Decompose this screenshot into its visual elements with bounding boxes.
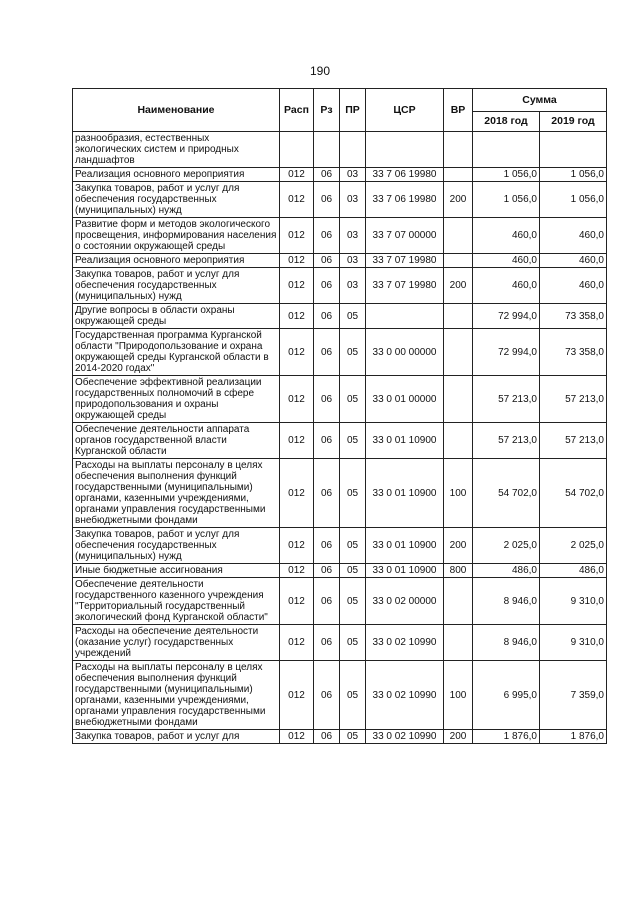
- header-2018: 2018 год: [473, 112, 540, 132]
- cell-name: Обеспечение деятельности аппарата органов государственной власти Курганской области: [73, 423, 280, 459]
- cell-2019: 2 025,0: [540, 528, 607, 564]
- cell-rz: 06: [314, 254, 340, 268]
- table-row: [73, 376, 607, 423]
- cell-2018: 8 946,0: [473, 625, 540, 661]
- cell-2018: 460,0: [473, 254, 540, 268]
- cell-rasp: 012: [280, 376, 314, 423]
- cell-rz: 06: [314, 218, 340, 254]
- cell-csr: 33 0 01 00000: [366, 376, 444, 423]
- cell-pr: 05: [340, 376, 366, 423]
- cell-csr: 33 0 01 10900: [366, 564, 444, 578]
- cell-2018: 72 994,0: [473, 304, 540, 329]
- cell-vr: 200: [444, 730, 473, 744]
- cell-vr: 800: [444, 564, 473, 578]
- cell-vr: [444, 132, 473, 168]
- cell-rasp: 012: [280, 578, 314, 625]
- cell-pr: [340, 132, 366, 168]
- cell-2019: 460,0: [540, 218, 607, 254]
- cell-2018: 1 876,0: [473, 730, 540, 744]
- table-row: [73, 168, 607, 182]
- cell-csr: [366, 304, 444, 329]
- cell-rasp: 012: [280, 268, 314, 304]
- cell-2019: 73 358,0: [540, 304, 607, 329]
- cell-rasp: 012: [280, 218, 314, 254]
- header-vr: ВР: [444, 89, 473, 132]
- table-row: [73, 329, 607, 376]
- cell-name: Расходы на выплаты персоналу в целях обеспечения выполнения функций государственными (муниципальными) органами, казенными учреждениями, органами управления государственными внебюджетными фондами: [73, 459, 280, 528]
- cell-2019: 1 876,0: [540, 730, 607, 744]
- header-pr: ПР: [340, 89, 366, 132]
- cell-name: Иные бюджетные ассигнования: [73, 564, 280, 578]
- cell-2019: 7 359,0: [540, 661, 607, 730]
- cell-rasp: 012: [280, 254, 314, 268]
- cell-name: разнообразия, естественных экологических систем и природных ландшафтов: [73, 132, 280, 168]
- table-row: [73, 661, 607, 730]
- cell-csr: 33 7 07 00000: [366, 218, 444, 254]
- cell-rasp: 012: [280, 182, 314, 218]
- cell-name: Закупка товаров, работ и услуг для обеспечения государственных (муниципальных) нужд: [73, 268, 280, 304]
- table-row: [73, 218, 607, 254]
- cell-2018: [473, 132, 540, 168]
- table-row: [73, 268, 607, 304]
- cell-pr: 05: [340, 304, 366, 329]
- cell-csr: 33 7 06 19980: [366, 168, 444, 182]
- cell-rz: 06: [314, 182, 340, 218]
- cell-name: Реализация основного мероприятия: [73, 254, 280, 268]
- cell-pr: 03: [340, 268, 366, 304]
- cell-pr: 03: [340, 182, 366, 218]
- cell-2018: 460,0: [473, 218, 540, 254]
- cell-rasp: 012: [280, 168, 314, 182]
- cell-rasp: 012: [280, 304, 314, 329]
- cell-rz: 06: [314, 578, 340, 625]
- cell-rasp: 012: [280, 528, 314, 564]
- table-row: [73, 254, 607, 268]
- cell-rasp: 012: [280, 459, 314, 528]
- cell-vr: [444, 218, 473, 254]
- cell-rasp: 012: [280, 661, 314, 730]
- cell-pr: 03: [340, 168, 366, 182]
- cell-2019: 460,0: [540, 254, 607, 268]
- cell-vr: [444, 304, 473, 329]
- cell-rasp: [280, 132, 314, 168]
- cell-rz: 06: [314, 661, 340, 730]
- cell-name: Расходы на выплаты персоналу в целях обеспечения выполнения функций государственными (муниципальными) органами, казенными учреждениями, органами управления государственными внебюджетными фондами: [73, 661, 280, 730]
- cell-name: Реализация основного мероприятия: [73, 168, 280, 182]
- table-row: [73, 528, 607, 564]
- cell-csr: 33 7 07 19980: [366, 254, 444, 268]
- cell-2018: 57 213,0: [473, 423, 540, 459]
- cell-vr: 200: [444, 268, 473, 304]
- cell-2018: 72 994,0: [473, 329, 540, 376]
- cell-rasp: 012: [280, 329, 314, 376]
- cell-name: Развитие форм и методов экологического просвещения, информирования населения о состоянии окружающей среды: [73, 218, 280, 254]
- table-row: [73, 730, 607, 744]
- cell-rz: 06: [314, 459, 340, 528]
- table-row: [73, 578, 607, 625]
- cell-rz: 06: [314, 376, 340, 423]
- cell-name: Закупка товаров, работ и услуг для обеспечения государственных (муниципальных) нужд: [73, 182, 280, 218]
- cell-vr: [444, 625, 473, 661]
- cell-rz: 06: [314, 329, 340, 376]
- cell-pr: 05: [340, 329, 366, 376]
- cell-csr: 33 0 00 00000: [366, 329, 444, 376]
- cell-csr: 33 0 01 10900: [366, 459, 444, 528]
- cell-2019: 54 702,0: [540, 459, 607, 528]
- cell-csr: 33 0 01 10900: [366, 423, 444, 459]
- cell-vr: [444, 254, 473, 268]
- cell-2018: 8 946,0: [473, 578, 540, 625]
- cell-vr: [444, 329, 473, 376]
- cell-pr: 05: [340, 564, 366, 578]
- cell-rz: 06: [314, 528, 340, 564]
- cell-pr: 05: [340, 423, 366, 459]
- cell-pr: 05: [340, 459, 366, 528]
- cell-csr: 33 0 02 10990: [366, 730, 444, 744]
- cell-name: Закупка товаров, работ и услуг для обеспечения государственных (муниципальных) нужд: [73, 528, 280, 564]
- cell-name: Расходы на обеспечение деятельности (оказание услуг) государственных учреждений: [73, 625, 280, 661]
- cell-rz: 06: [314, 625, 340, 661]
- cell-2019: 1 056,0: [540, 182, 607, 218]
- table-row: [73, 459, 607, 528]
- cell-csr: 33 7 07 19980: [366, 268, 444, 304]
- cell-2018: 6 995,0: [473, 661, 540, 730]
- table-row: [73, 132, 607, 168]
- cell-name: Обеспечение деятельности государственного казенного учреждения "Территориальный государственный экологический фонд Курганской области": [73, 578, 280, 625]
- table-row: [73, 182, 607, 218]
- table-row: [73, 304, 607, 329]
- table-row: [73, 625, 607, 661]
- cell-name: Другие вопросы в области охраны окружающей среды: [73, 304, 280, 329]
- cell-2019: 1 056,0: [540, 168, 607, 182]
- cell-rz: 06: [314, 423, 340, 459]
- cell-rz: 06: [314, 304, 340, 329]
- cell-2019: 9 310,0: [540, 625, 607, 661]
- cell-pr: 03: [340, 254, 366, 268]
- cell-2019: [540, 132, 607, 168]
- cell-rasp: 012: [280, 564, 314, 578]
- cell-vr: [444, 376, 473, 423]
- cell-2018: 2 025,0: [473, 528, 540, 564]
- header-name: Наименование: [73, 89, 280, 132]
- cell-rz: 06: [314, 564, 340, 578]
- budget-table: [72, 88, 607, 744]
- cell-rasp: 012: [280, 730, 314, 744]
- cell-rz: 06: [314, 730, 340, 744]
- cell-rasp: 012: [280, 625, 314, 661]
- cell-2019: 460,0: [540, 268, 607, 304]
- table-header: [73, 89, 607, 132]
- cell-vr: [444, 578, 473, 625]
- cell-2018: 1 056,0: [473, 182, 540, 218]
- table-body: [73, 132, 607, 744]
- cell-pr: 03: [340, 218, 366, 254]
- cell-vr: [444, 168, 473, 182]
- header-sum: Сумма: [473, 89, 607, 112]
- cell-2019: 57 213,0: [540, 423, 607, 459]
- cell-2018: 57 213,0: [473, 376, 540, 423]
- cell-vr: 100: [444, 459, 473, 528]
- cell-2018: 486,0: [473, 564, 540, 578]
- header-rasp: Расп: [280, 89, 314, 132]
- header-2019: 2019 год: [540, 112, 607, 132]
- cell-name: Государственная программа Курганской области "Природопользование и охрана окружающей среды Курганской области в 2014-2020 годах": [73, 329, 280, 376]
- cell-pr: 05: [340, 625, 366, 661]
- cell-pr: 05: [340, 528, 366, 564]
- cell-rasp: 012: [280, 423, 314, 459]
- header-csr: ЦСР: [366, 89, 444, 132]
- table-row: [73, 564, 607, 578]
- cell-2019: 9 310,0: [540, 578, 607, 625]
- cell-rz: [314, 132, 340, 168]
- cell-vr: 200: [444, 182, 473, 218]
- cell-csr: 33 0 02 10990: [366, 625, 444, 661]
- cell-2019: 73 358,0: [540, 329, 607, 376]
- cell-pr: 05: [340, 661, 366, 730]
- cell-name: Обеспечение эффективной реализации государственных полномочий в сфере природопользования и охраны окружающей среды: [73, 376, 280, 423]
- cell-name: Закупка товаров, работ и услуг для: [73, 730, 280, 744]
- cell-csr: [366, 132, 444, 168]
- cell-csr: 33 0 01 10900: [366, 528, 444, 564]
- header-rz: Рз: [314, 89, 340, 132]
- cell-pr: 05: [340, 578, 366, 625]
- cell-csr: 33 0 02 00000: [366, 578, 444, 625]
- page-number: 190: [309, 64, 331, 78]
- cell-pr: 05: [340, 730, 366, 744]
- cell-2018: 54 702,0: [473, 459, 540, 528]
- cell-2018: 1 056,0: [473, 168, 540, 182]
- cell-csr: 33 7 06 19980: [366, 182, 444, 218]
- cell-2018: 460,0: [473, 268, 540, 304]
- cell-vr: 100: [444, 661, 473, 730]
- cell-2019: 486,0: [540, 564, 607, 578]
- table-row: [73, 423, 607, 459]
- cell-vr: 200: [444, 528, 473, 564]
- cell-rz: 06: [314, 268, 340, 304]
- cell-rz: 06: [314, 168, 340, 182]
- cell-2019: 57 213,0: [540, 376, 607, 423]
- cell-vr: [444, 423, 473, 459]
- cell-csr: 33 0 02 10990: [366, 661, 444, 730]
